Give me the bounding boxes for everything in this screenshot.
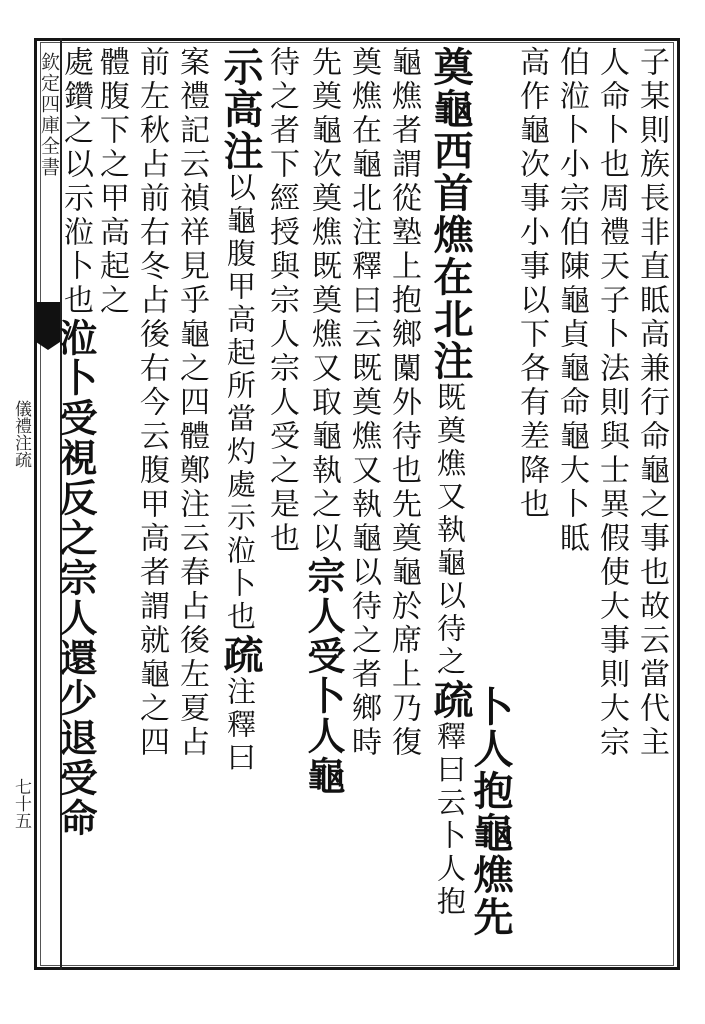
text-column-9: [300, 46, 346, 964]
text-column-6: [426, 46, 474, 964]
text-columns: [53, 46, 674, 964]
commentary-text: 注釋曰: [223, 676, 257, 775]
text-column-12: 案禮記云禎祥見乎龜之四體鄭注云春占後左夏占: [174, 46, 209, 760]
main-text: 宗人受卜人龜: [301, 556, 346, 796]
text-column-11: [216, 46, 264, 964]
text-column-15: [52, 46, 98, 964]
main-text: 卜人抱龜燋先: [467, 686, 514, 938]
commentary-text: 先奠龜次奠燋既奠燋又取龜執之以: [306, 46, 341, 556]
commentary-text: 以龜腹甲高起所當灼處示涖卜也: [223, 172, 257, 634]
side-margin-label: 欽定四庫全書: [38, 52, 60, 178]
commentary-text: 釋曰云卜人抱: [433, 721, 467, 919]
text-column-7: 龜燋者謂從塾上抱鄉闑外待也先奠龜於席上乃復: [386, 46, 421, 760]
text-column-1: 子某則族長非直眡高兼行命龜之事也故云當代主: [634, 46, 669, 760]
commentary-text: 既奠燋又執龜以待之: [433, 382, 467, 679]
main-text: 疏: [217, 634, 264, 676]
text-column-14: 體腹下之甲高起之: [94, 46, 129, 318]
commentary-text: 處鑽之以示涖卜也: [58, 46, 93, 318]
folio-number: 七十五: [11, 778, 31, 829]
main-text: 示高注: [217, 46, 264, 172]
text-column-3: 伯涖卜小宗伯陳龜貞龜命龜大卜眡: [554, 46, 589, 556]
text-column-4: 高作龜次事小事以下各有差降也: [514, 46, 549, 522]
text-column-13: 前左秋占前右冬占後右今云腹甲高者謂就龜之四: [134, 46, 169, 760]
text-column-2: 人命卜也周禮天子卜法則與士異假使大事則大宗: [594, 46, 629, 760]
text-column-10: 待之者下經授與宗人宗人受之是也: [264, 46, 299, 556]
main-text: 涖卜受視反之宗人還少退受命: [53, 318, 98, 838]
text-column-8: 奠燋在龜北注釋曰云既奠燋又執龜以待之者鄉時: [346, 46, 381, 760]
main-text: 疏: [427, 679, 474, 721]
book-title: 儀禮注疏: [11, 400, 31, 468]
main-text: 奠龜西首燋在北注: [427, 46, 474, 382]
